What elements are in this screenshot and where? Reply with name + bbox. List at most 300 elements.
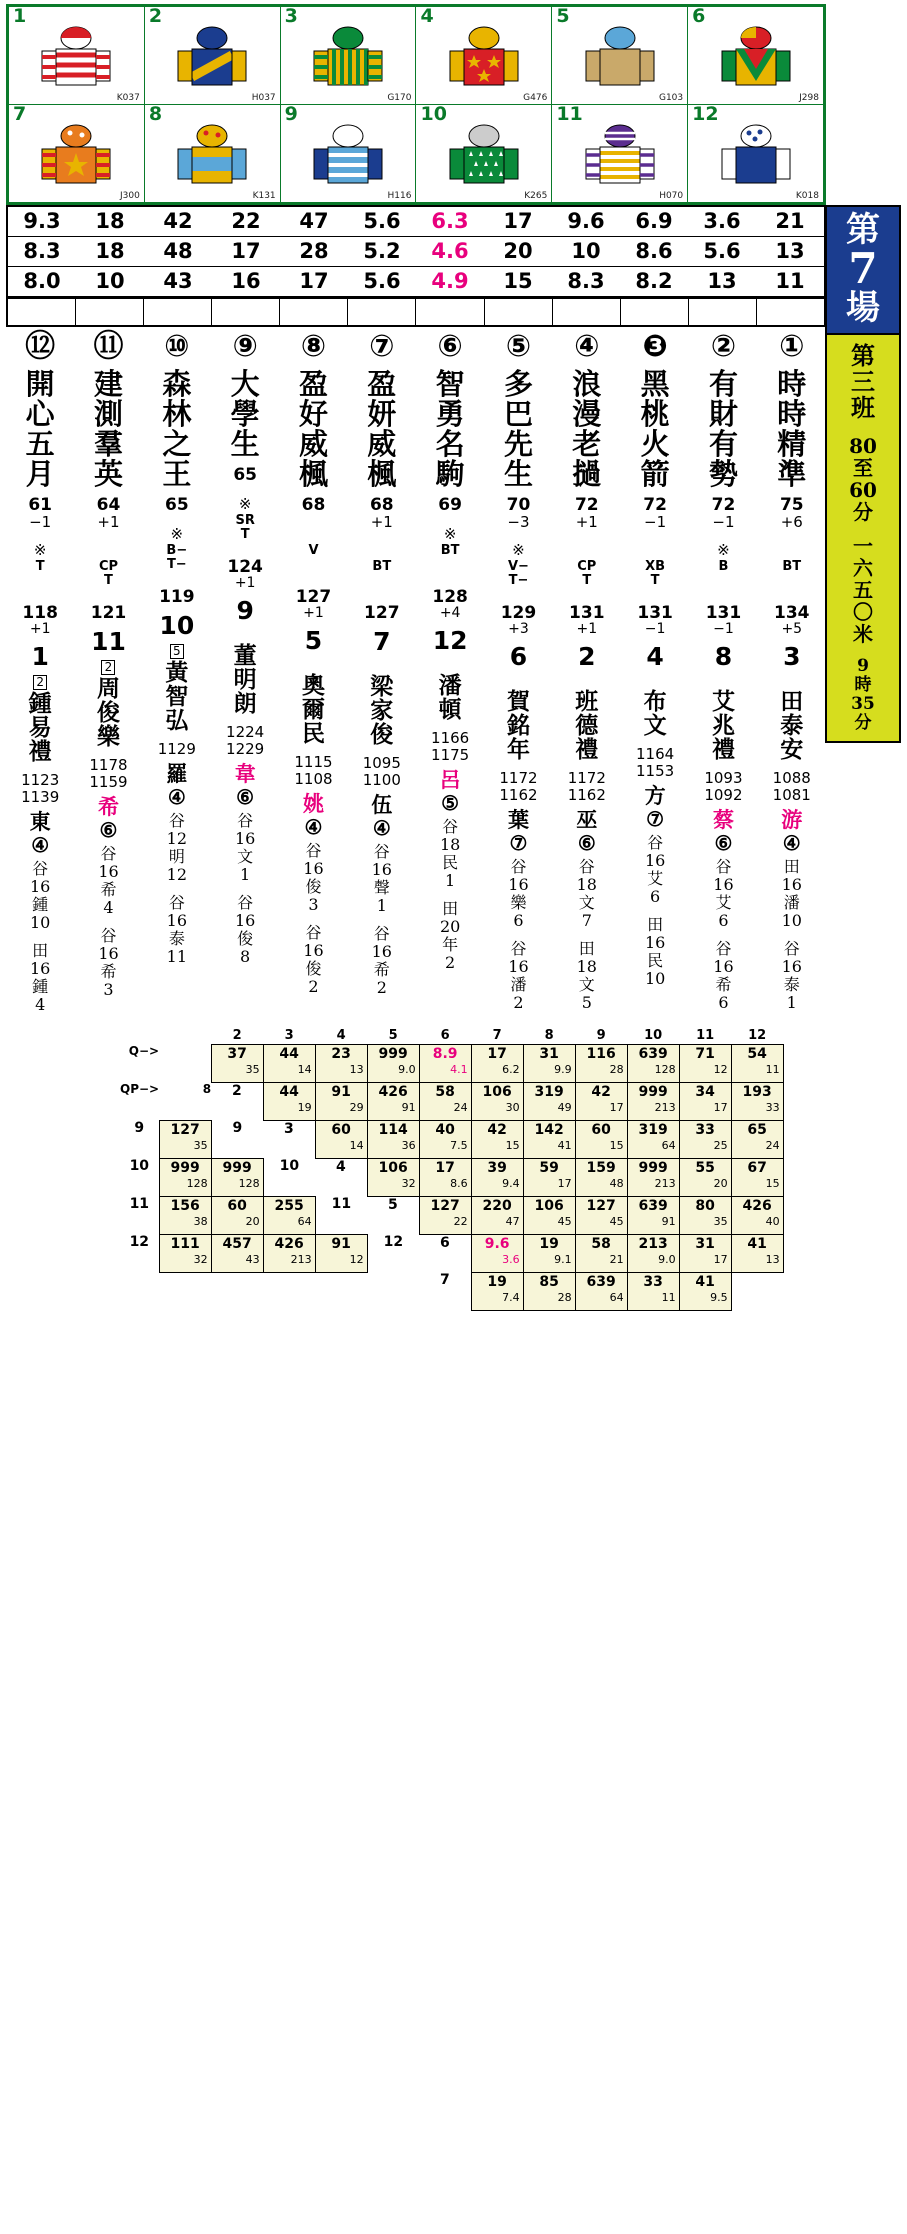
form-line-2: 谷 16 泰 11 <box>166 893 187 966</box>
silk-code: G476 <box>523 93 548 103</box>
matrix-cell[interactable]: 17 6.2 <box>471 1044 523 1082</box>
matrix-cell[interactable]: 34 17 <box>679 1082 731 1120</box>
horse-weight: 75 <box>779 495 804 515</box>
silk-code: K265 <box>524 191 548 201</box>
silk-artwork <box>281 25 416 99</box>
odds-cell[interactable]: 17 <box>299 269 329 293</box>
horse-draw: 6 <box>509 642 528 671</box>
matrix-cell[interactable]: 44 14 <box>263 1044 315 1082</box>
race-distance: 一 六 五 〇 米 <box>853 534 873 646</box>
horse-rating-delta: +4 <box>439 605 461 621</box>
matrix-cell[interactable]: 54 11 <box>731 1044 783 1082</box>
silk-artwork <box>416 25 551 99</box>
horse-name: 黑 桃 火 箭 <box>640 367 670 491</box>
matrix-row <box>120 1196 783 1234</box>
matrix-cell[interactable]: 91 12 <box>315 1234 367 1272</box>
silk-cell[interactable] <box>552 105 688 203</box>
horse-name: 建 測 羣 英 <box>93 367 123 491</box>
silk-cell[interactable] <box>280 105 416 203</box>
blank-cell[interactable] <box>348 299 416 325</box>
matrix-cell[interactable]: 60 20 <box>211 1196 263 1234</box>
horse-mark <box>279 524 347 544</box>
matrix-cell[interactable]: 213 9.0 <box>627 1234 679 1272</box>
race-class: 第 三 班 <box>851 341 875 422</box>
odds-cell[interactable]: 11 <box>775 269 805 293</box>
horse-weight-delta: −1 <box>29 513 52 531</box>
odds-cell[interactable]: 5.2 <box>363 239 401 263</box>
horse-stats: 1093 1092 <box>704 769 743 804</box>
horse-stats: 1172 1162 <box>499 769 538 804</box>
silk-cell[interactable] <box>9 7 145 105</box>
matrix-cell[interactable]: 39 9.4 <box>471 1158 523 1196</box>
odds-cell[interactable]: 5.6 <box>363 269 401 293</box>
matrix-cell[interactable]: 193 33 <box>731 1082 783 1120</box>
odds-cell[interactable]: 8.2 <box>635 269 673 293</box>
matrix-row <box>120 1082 783 1120</box>
silk-artwork <box>688 123 823 197</box>
blank-cell[interactable] <box>689 299 757 325</box>
form-line-2: 谷 16 希 6 <box>713 939 734 1012</box>
jockey-name: 周 俊 樂 <box>96 675 120 750</box>
horse-mark <box>758 540 826 560</box>
matrix-cell[interactable]: 19 7.4 <box>471 1272 523 1310</box>
odds-cell[interactable]: 9.6 <box>567 209 605 233</box>
silk-artwork <box>145 25 280 99</box>
horse-weight: 61 <box>28 495 52 515</box>
silk-code: H070 <box>659 191 684 201</box>
matrix-row-number: 6 <box>439 1234 450 1251</box>
horse-weight: 68 <box>301 495 326 515</box>
blank-cell[interactable] <box>280 299 348 325</box>
matrix-cell[interactable]: 159 48 <box>575 1158 627 1196</box>
matrix-cell[interactable]: 639 64 <box>575 1272 627 1310</box>
odds-cell[interactable]: 20 <box>503 239 533 263</box>
horse-number: ⑪ <box>93 329 124 364</box>
odds-cell[interactable]: 8.0 <box>23 269 61 293</box>
matrix-cell[interactable]: 33 11 <box>627 1272 679 1310</box>
horse-weight: 64 <box>96 495 121 515</box>
horse-stats: 1164 1153 <box>636 745 675 780</box>
matrix-cell[interactable]: 85 28 <box>523 1272 575 1310</box>
horse-gear: SR T <box>235 513 255 542</box>
horse-rating: 124 <box>227 557 263 577</box>
silk-code: J298 <box>799 93 819 103</box>
horse-gear: V <box>308 543 319 558</box>
matrix-row-number: 2 <box>231 1082 242 1099</box>
form-line-2: 田 18 文 5 <box>576 939 597 1012</box>
matrix-cell[interactable]: 220 47 <box>471 1196 523 1234</box>
form-line-1: 谷 16 鍾 10 <box>29 859 51 932</box>
odds-cell[interactable]: 6.3 <box>431 209 469 233</box>
horse-stats: 1224 1229 <box>226 723 265 758</box>
matrix-cell[interactable]: 55 20 <box>679 1158 731 1196</box>
form-line-1: 谷 16 希 4 <box>98 844 119 917</box>
horse-gear: BT <box>372 559 392 574</box>
matrix-cell[interactable]: 41 13 <box>731 1234 783 1272</box>
odds-cell[interactable]: 47 <box>299 209 329 233</box>
horse-rating: 118 <box>22 603 58 623</box>
odds-cell[interactable]: 10 <box>571 239 601 263</box>
silk-number: 3 <box>284 5 298 27</box>
matrix-cell[interactable]: 33 25 <box>679 1120 731 1158</box>
horse-gear: B− T− <box>166 543 188 572</box>
matrix-col-header: 6 <box>440 1028 450 1043</box>
silk-artwork <box>416 123 551 197</box>
silk-number: 10 <box>420 103 447 125</box>
horse-name: 智 勇 名 駒 <box>435 367 465 491</box>
silk-artwork <box>145 123 280 197</box>
matrix-cell[interactable]: 91 29 <box>315 1082 367 1120</box>
matrix-row-number: 12 <box>383 1234 404 1250</box>
silk-number: 7 <box>13 103 27 125</box>
matrix-cell[interactable]: 319 64 <box>627 1120 679 1158</box>
odds-cell[interactable]: 18 <box>95 209 125 233</box>
horse-column[interactable] <box>6 327 74 1014</box>
matrix-cell[interactable]: 255 64 <box>263 1196 315 1234</box>
matrix-cell[interactable]: 71 12 <box>679 1044 731 1082</box>
matrix-row-number: 7 <box>439 1272 450 1288</box>
matrix-cell[interactable]: 639 91 <box>627 1196 679 1234</box>
odds-cell[interactable]: 13 <box>775 239 805 263</box>
horse-gear: B <box>718 559 729 574</box>
horse-column[interactable] <box>484 327 552 1014</box>
matrix-row-number: 11 <box>331 1196 352 1212</box>
form-line-1: 谷 16 艾 6 <box>713 857 734 930</box>
odds-cell[interactable]: 18 <box>95 239 125 263</box>
matrix-cell[interactable]: 426 40 <box>731 1196 783 1234</box>
silk-code: K037 <box>116 93 140 103</box>
horse-number: ⑨ <box>232 329 258 364</box>
horse-gear: XB T <box>645 559 666 588</box>
form-line-2: 谷 16 泰 1 <box>781 939 802 1012</box>
silk-number: 11 <box>556 103 583 125</box>
matrix-cell[interactable]: 40 7.5 <box>419 1120 471 1158</box>
horse-gear: BT <box>782 559 802 574</box>
matrix-cell[interactable]: 42 17 <box>575 1082 627 1120</box>
odds-cell[interactable]: 13 <box>707 269 737 293</box>
jockey-claim: 5 <box>170 644 184 659</box>
silk-artwork <box>688 25 823 99</box>
odds-cell[interactable]: 4.9 <box>431 269 469 293</box>
horse-mark: ※ <box>443 525 457 543</box>
odds-cell[interactable]: 28 <box>299 239 329 263</box>
horse-weight: 72 <box>574 495 599 515</box>
horse-name: 盈 妍 威 楓 <box>367 367 397 491</box>
form-line-1: 谷 16 俊 3 <box>303 841 324 914</box>
horse-mark <box>553 540 621 560</box>
matrix-cell[interactable]: 999 213 <box>627 1082 679 1120</box>
matrix-col-header: 7 <box>492 1028 502 1043</box>
silk-number: 12 <box>692 103 719 125</box>
matrix-q-label: Q−> <box>128 1044 160 1058</box>
matrix-cell[interactable]: 127 45 <box>575 1196 627 1234</box>
horse-number: ❸ <box>642 329 668 364</box>
horse-stats: 1095 1100 <box>362 754 401 789</box>
matrix-cell[interactable]: 111 32 <box>159 1234 211 1272</box>
odds-cell[interactable]: 5.6 <box>363 209 401 233</box>
horse-column[interactable] <box>758 327 826 1014</box>
odds-cell[interactable]: 10 <box>95 269 125 293</box>
matrix-col-header: 11 <box>696 1028 715 1043</box>
trainer-name: 葉 ⑦ <box>507 807 529 855</box>
blank-entry-row[interactable] <box>8 297 824 327</box>
horse-rating: 131 <box>569 603 605 623</box>
horse-draw: 10 <box>159 611 195 640</box>
form-line-2: 谷 16 俊 2 <box>303 923 324 996</box>
matrix-row-number: 10 <box>129 1158 150 1174</box>
blank-cell[interactable] <box>757 299 824 325</box>
odds-cell[interactable]: 22 <box>231 209 261 233</box>
matrix-cell[interactable]: 127 35 <box>159 1120 211 1158</box>
matrix-qp-label: QP−> <box>120 1082 160 1096</box>
matrix-cell[interactable]: 457 43 <box>211 1234 263 1272</box>
trainer-name: 姚 ④ <box>302 791 324 839</box>
blank-cell[interactable] <box>416 299 484 325</box>
odds-cell[interactable]: 15 <box>503 269 533 293</box>
horse-columns <box>6 327 826 1014</box>
form-line-1: 谷 16 樂 6 <box>508 857 529 930</box>
horse-gear: BT <box>440 543 460 558</box>
silk-cell[interactable] <box>552 7 688 105</box>
horse-mark <box>621 540 689 560</box>
race-number-badge: 第 7 場 <box>827 207 899 335</box>
horse-draw: 1 <box>31 642 49 671</box>
horse-rating: 121 <box>90 603 127 623</box>
matrix-cell[interactable]: 80 35 <box>679 1196 731 1234</box>
matrix-col-header: 12 <box>748 1028 767 1043</box>
odds-cell[interactable]: 3.6 <box>703 209 741 233</box>
blank-cell[interactable] <box>144 299 212 325</box>
horse-rating: 119 <box>159 587 195 607</box>
horse-column[interactable] <box>74 327 142 1014</box>
matrix-cell[interactable]: 31 17 <box>679 1234 731 1272</box>
form-line-2: 谷 16 潘 2 <box>508 939 529 1012</box>
horse-gear: CP T <box>577 559 597 588</box>
matrix-cell[interactable]: 999 213 <box>627 1158 679 1196</box>
matrix-row <box>120 1234 783 1272</box>
odds-row <box>8 207 824 237</box>
horse-weight-delta: −3 <box>507 513 530 531</box>
odds-cell[interactable]: 8.6 <box>635 239 673 263</box>
matrix-cell[interactable]: 999 128 <box>159 1158 211 1196</box>
odds-cell[interactable]: 16 <box>231 269 261 293</box>
horse-rating-delta: +5 <box>781 621 803 637</box>
matrix-cell[interactable]: 114 36 <box>367 1120 419 1158</box>
horse-rating-delta: −1 <box>713 621 734 637</box>
horse-mark: ※ <box>512 541 525 559</box>
odds-table <box>6 205 826 327</box>
horse-column[interactable] <box>211 327 279 1014</box>
odds-cell[interactable]: 43 <box>163 269 193 293</box>
horse-gear: V− T− <box>507 559 529 588</box>
matrix-col-header: 3 <box>284 1028 294 1043</box>
matrix-cell[interactable]: 426 213 <box>263 1234 315 1272</box>
odds-cell[interactable]: 17 <box>231 239 261 263</box>
silk-code: J300 <box>119 191 140 201</box>
odds-cell[interactable]: 8.3 <box>23 239 61 263</box>
matrix-row <box>120 1158 783 1196</box>
horse-column[interactable] <box>689 327 757 1014</box>
odds-cell[interactable]: 4.6 <box>431 239 469 263</box>
matrix-cell[interactable]: 17 8.6 <box>419 1158 471 1196</box>
horse-rating-delta: +1 <box>234 575 256 591</box>
horse-number: ⑩ <box>164 329 190 364</box>
horse-column[interactable] <box>621 327 689 1014</box>
silk-code: K018 <box>795 191 819 201</box>
horse-draw: 4 <box>646 642 664 671</box>
horse-draw: 8 <box>714 642 733 671</box>
silk-cell[interactable] <box>280 7 416 105</box>
silk-cell[interactable] <box>144 7 280 105</box>
horse-column[interactable] <box>348 327 416 1014</box>
horse-stats: 1129 <box>157 740 196 758</box>
jockey-name: 董 明 朗 <box>233 642 257 717</box>
matrix-cell[interactable]: 9.6 3.6 <box>471 1234 523 1272</box>
form-line-1: 谷 18 民 1 <box>439 817 461 890</box>
horse-draw: 2 <box>578 642 596 671</box>
silk-number: 6 <box>692 5 706 27</box>
horse-name: 浪 漫 老 撾 <box>572 367 602 491</box>
matrix-cell[interactable]: 37 35 <box>211 1044 263 1082</box>
blank-cell[interactable] <box>553 299 621 325</box>
blank-cell[interactable] <box>76 299 144 325</box>
matrix-cell[interactable]: 106 32 <box>367 1158 419 1196</box>
odds-cell[interactable]: 21 <box>775 209 805 233</box>
matrix-cell[interactable]: 23 13 <box>315 1044 367 1082</box>
odds-cell[interactable]: 6.9 <box>635 209 673 233</box>
matrix-cell[interactable]: 41 9.5 <box>679 1272 731 1310</box>
silk-cell[interactable] <box>9 105 145 203</box>
silk-cell[interactable] <box>144 105 280 203</box>
blank-cell[interactable] <box>621 299 689 325</box>
horse-draw: 9 <box>236 596 254 625</box>
silk-number: 1 <box>13 5 27 27</box>
matrix-col-header: 9 <box>596 1028 606 1043</box>
matrix-cell[interactable]: 999 9.0 <box>367 1044 419 1082</box>
horse-rating-delta: +1 <box>576 621 598 637</box>
matrix-col-header: 8 <box>544 1028 554 1043</box>
odds-cell[interactable]: 8.3 <box>567 269 605 293</box>
horse-rating: 134 <box>774 603 810 623</box>
matrix-cell[interactable]: 19 9.1 <box>523 1234 575 1272</box>
matrix-row <box>120 1272 783 1310</box>
blank-cell[interactable] <box>212 299 280 325</box>
odds-cell[interactable]: 42 <box>163 209 193 233</box>
silk-number: 2 <box>148 5 163 27</box>
matrix-row-number: 3 <box>283 1120 294 1137</box>
blank-cell[interactable] <box>485 299 553 325</box>
horse-weight-delta: +1 <box>370 513 393 531</box>
matrix-cell[interactable]: 106 30 <box>471 1082 523 1120</box>
silk-number: 4 <box>420 5 434 27</box>
horse-column[interactable] <box>553 327 621 1014</box>
horse-rating: 131 <box>637 603 673 623</box>
matrix-cell[interactable]: 319 49 <box>523 1082 575 1120</box>
silk-cell[interactable] <box>416 7 552 105</box>
matrix-cell[interactable]: 31 9.9 <box>523 1044 575 1082</box>
horse-number: ⑥ <box>437 329 463 364</box>
race-card-page <box>0 4 907 1311</box>
horse-rating-delta: +3 <box>508 621 529 637</box>
form-line-2: 田 16 民 10 <box>644 915 666 988</box>
odds-cell[interactable]: 17 <box>503 209 533 233</box>
horse-name: 開 心 五 月 <box>25 367 55 491</box>
matrix-side-value: 8 <box>202 1082 212 1096</box>
horse-stats: 1172 1162 <box>567 769 606 804</box>
horse-number: ② <box>710 329 737 364</box>
horse-column[interactable] <box>416 327 484 1014</box>
jockey-name: 班 德 禮 <box>575 688 599 763</box>
blank-cell[interactable] <box>8 299 76 325</box>
horse-number: ⑧ <box>300 329 327 364</box>
trainer-name: 巫 ⑥ <box>576 807 598 855</box>
odds-cell[interactable]: 9.3 <box>23 209 61 233</box>
matrix-cell[interactable]: 65 24 <box>731 1120 783 1158</box>
form-line-1: 谷 16 文 1 <box>234 811 256 884</box>
horse-number: ⑦ <box>369 329 395 364</box>
matrix-cell[interactable]: 426 91 <box>367 1082 419 1120</box>
horse-rating: 127 <box>364 603 400 623</box>
horse-column[interactable] <box>279 327 347 1014</box>
horse-gear: T <box>35 559 45 574</box>
horse-weight: 65 <box>164 495 189 515</box>
matrix-cell[interactable]: 142 41 <box>523 1120 575 1158</box>
silk-code: G103 <box>658 93 684 103</box>
silk-cell[interactable] <box>688 7 824 105</box>
horse-weight: 65 <box>233 465 257 485</box>
odds-cell[interactable]: 48 <box>163 239 193 263</box>
matrix-cell[interactable]: 127 22 <box>419 1196 471 1234</box>
silk-cell[interactable] <box>416 105 552 203</box>
silk-cell[interactable] <box>688 105 824 203</box>
horse-weight: 70 <box>506 495 531 515</box>
matrix-cell[interactable]: 59 17 <box>523 1158 575 1196</box>
matrix-cell[interactable]: 8.9 4.1 <box>419 1044 471 1082</box>
matrix-cell[interactable]: 639 128 <box>627 1044 679 1082</box>
odds-cell[interactable]: 5.6 <box>703 239 741 263</box>
matrix-cell[interactable]: 67 15 <box>731 1158 783 1196</box>
jockey-name: 梁 家 俊 <box>370 673 394 748</box>
trainer-name: 希 ⑥ <box>97 794 119 842</box>
matrix-row-number: 11 <box>129 1196 150 1212</box>
form-line-2: 谷 16 俊 8 <box>234 893 256 966</box>
matrix-cell[interactable]: 60 15 <box>575 1120 627 1158</box>
horse-column[interactable] <box>143 327 211 1014</box>
matrix-cell[interactable]: 156 38 <box>159 1196 211 1234</box>
matrix-cell[interactable]: 42 15 <box>471 1120 523 1158</box>
matrix-row-number: 9 <box>134 1120 145 1136</box>
matrix-cell[interactable]: 116 28 <box>575 1044 627 1082</box>
matrix-cell[interactable]: 58 21 <box>575 1234 627 1272</box>
matrix-cell[interactable]: 106 45 <box>523 1196 575 1234</box>
silk-number: 5 <box>556 5 570 27</box>
form-line-1: 谷 12 明 12 <box>166 811 187 884</box>
horse-stats: 1166 1175 <box>431 729 470 764</box>
form-line-1: 谷 16 艾 6 <box>644 833 666 906</box>
matrix-row-number: 10 <box>279 1158 300 1174</box>
silk-code: G170 <box>387 93 412 103</box>
horse-rating: 128 <box>432 587 468 607</box>
silk-artwork <box>552 123 687 197</box>
odds-row <box>8 237 824 267</box>
matrix-cell[interactable]: 58 24 <box>419 1082 471 1120</box>
matrix-cell[interactable]: 44 19 <box>263 1082 315 1120</box>
horse-weight: 72 <box>643 495 667 515</box>
matrix-cell[interactable]: 60 14 <box>315 1120 367 1158</box>
horse-gear: CP T <box>98 559 119 588</box>
race-rating-range: 80 至 60 分 <box>849 434 877 524</box>
matrix-cell[interactable]: 999 128 <box>211 1158 263 1196</box>
